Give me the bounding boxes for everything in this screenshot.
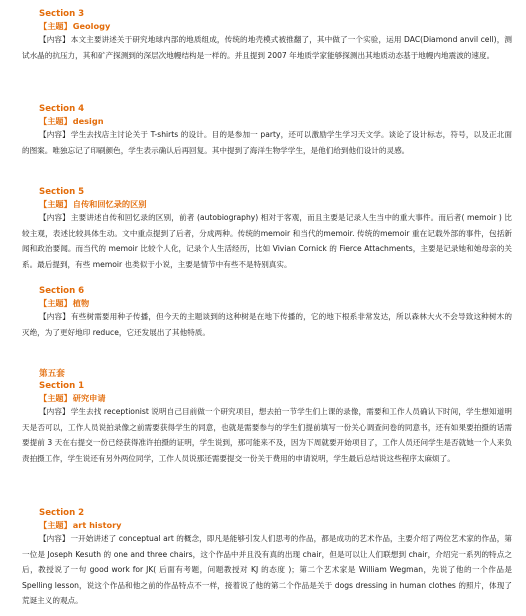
topic-text: art history (72, 520, 122, 530)
content-paragraph (22, 32, 512, 63)
topic-tag: 【主题】 (39, 199, 72, 209)
section-6 (22, 285, 512, 340)
content-paragraph (22, 531, 512, 609)
topic-line (39, 198, 512, 210)
content-text: 学生去找 receptionist 说明自己目前做一个研究项目，想去拍一节学生们上课的录像，需要和工作人员确认下时间，学生想知道明天是否可以，工作人员说拍录像之前需要获得学生的同意，也就是需要参与的学生们提前填写一份关心调查问卷的同意书，还有如果要拍摄的话需要提前 3 天在右提交一份已经获得准许拍摄的证明，学生说到，那可能来不及，因为下周就要开始项目了，工作人员还问学生是否就她一个人来负责拍摄工作，学生说还有另外两位同学，工作人员说那还需要提交一份关于费用的申请说明，学生最后总结说这些程序太麻烦了。 (22, 407, 512, 463)
content-tag: 【内容】 (39, 312, 70, 321)
section-heading: Section 5 (39, 187, 85, 197)
section-heading: Section 4 (39, 104, 85, 114)
section-4 (22, 103, 512, 158)
topic-text: 植物 (72, 298, 90, 308)
topic-tag: 【主题】 (39, 393, 72, 403)
topic-line (39, 519, 512, 531)
content-text: 有些树需要用种子传播，但今天的主题谈到的这种树是在地下传播的，它的地下根系非常发达，所以森林大火不会导致这种树木的 灭绝，为了更好地印 reduce，它还发展出了其他特质。 (22, 312, 513, 337)
topic-text: 自传和回忆录的区别 (72, 199, 147, 209)
section-heading: Section 3 (39, 9, 85, 19)
set-5-section-1 (22, 368, 512, 466)
topic-line (39, 297, 512, 309)
content-tag: 【内容】 (39, 407, 70, 416)
section-3 (22, 8, 512, 63)
topic-tag: 【主题】 (39, 520, 72, 530)
topic-line (39, 20, 512, 32)
topic-tag: 【主题】 (39, 298, 72, 308)
topic-line (39, 392, 512, 404)
content-text: 学生去找店主讨论关于 T-shirts 的设计。目的是参加一 party，还可以激励学生学习天文学。谈论了设计标志，符号，以及正北面的图案。唯独忘记了印刷颜色，学生表示确认后再回复。其中提到了海洋生物学学生，是他们给到他们设计的灵感。 (22, 130, 513, 155)
section-heading: Section 2 (39, 508, 85, 518)
set-5-section-2 (22, 507, 512, 609)
content-paragraph (22, 127, 512, 158)
topic-tag: 【主题】 (39, 21, 72, 31)
content-tag: 【内容】 (39, 213, 70, 222)
section-heading: Section 6 (39, 286, 85, 296)
topic-line (39, 115, 512, 127)
topic-text: 研究申请 (72, 393, 106, 403)
content-tag: 【内容】 (39, 534, 70, 543)
set-heading: 第五套 (39, 369, 65, 379)
section-5 (22, 186, 512, 272)
section-heading: Section 1 (39, 381, 85, 391)
content-text: 一开始讲述了 conceptual art 的概念，即凡是能够引发人们思考的作品，都是成功的艺术作品，主要介绍了两位艺术家的作品，第一位是 Joseph Kesuth 的 one and three chairs，这个作品中并且没有真的出现 chair，但是可以让人们联想到 chair，介绍完一系列的特点之后，教授说了一句 good work for JK( 后面有考题，问题教授对 KJ 的态度 )；第二个艺术家是 William Wegman，先说了他的一个作品是 Spelling lesson，说这个作品和他之前的作品特点不一样，接着说了他的第二个作品是关于 dogs dressing in human clothes 的照片，体现了荒诞主义的观点。 (22, 534, 513, 605)
content-text: 主要讲述自传和回忆录的区别，前者 (autobiography) 相对于客观，而且主要是记录人生当中的重大事件。而后者( memoir ) 比较主观，表述比较具体生动。文中重点提到了后者，分成两种。传统的memoir 和当代的memoir. 传统的memoir 重在记载外部的事件，包括新闻和政治要闻。而当代的 memoir 比较个人化，记录个人生活经历，比如 Vivian Cornick 的 Fierce Attachments，主要是记录她和她母亲的关系。最后提到，有些 memoir 也类似于小说，主要是情节中有些不是特别真实。 (22, 213, 513, 269)
content-tag: 【内容】 (39, 130, 70, 139)
content-paragraph (22, 404, 512, 466)
content-paragraph (22, 210, 512, 272)
topic-text: design (72, 116, 104, 126)
topic-tag: 【主题】 (39, 116, 72, 126)
topic-text: Geology (72, 21, 111, 31)
content-tag: 【内容】 (39, 35, 70, 44)
content-paragraph (22, 309, 512, 340)
content-text: 本文主要讲述关于研究地球内部的地质组成，传统的地壳模式被推翻了，其中做了一个实验，运用 DAC(Diamond anvil cell)，测试水晶的抗压力，其和矿产探测到的深层次地幔结构是一样的。并且提到 2007 年地质学家能够探测出其地质动态基于地幔内地震波的速度。 (22, 35, 513, 60)
